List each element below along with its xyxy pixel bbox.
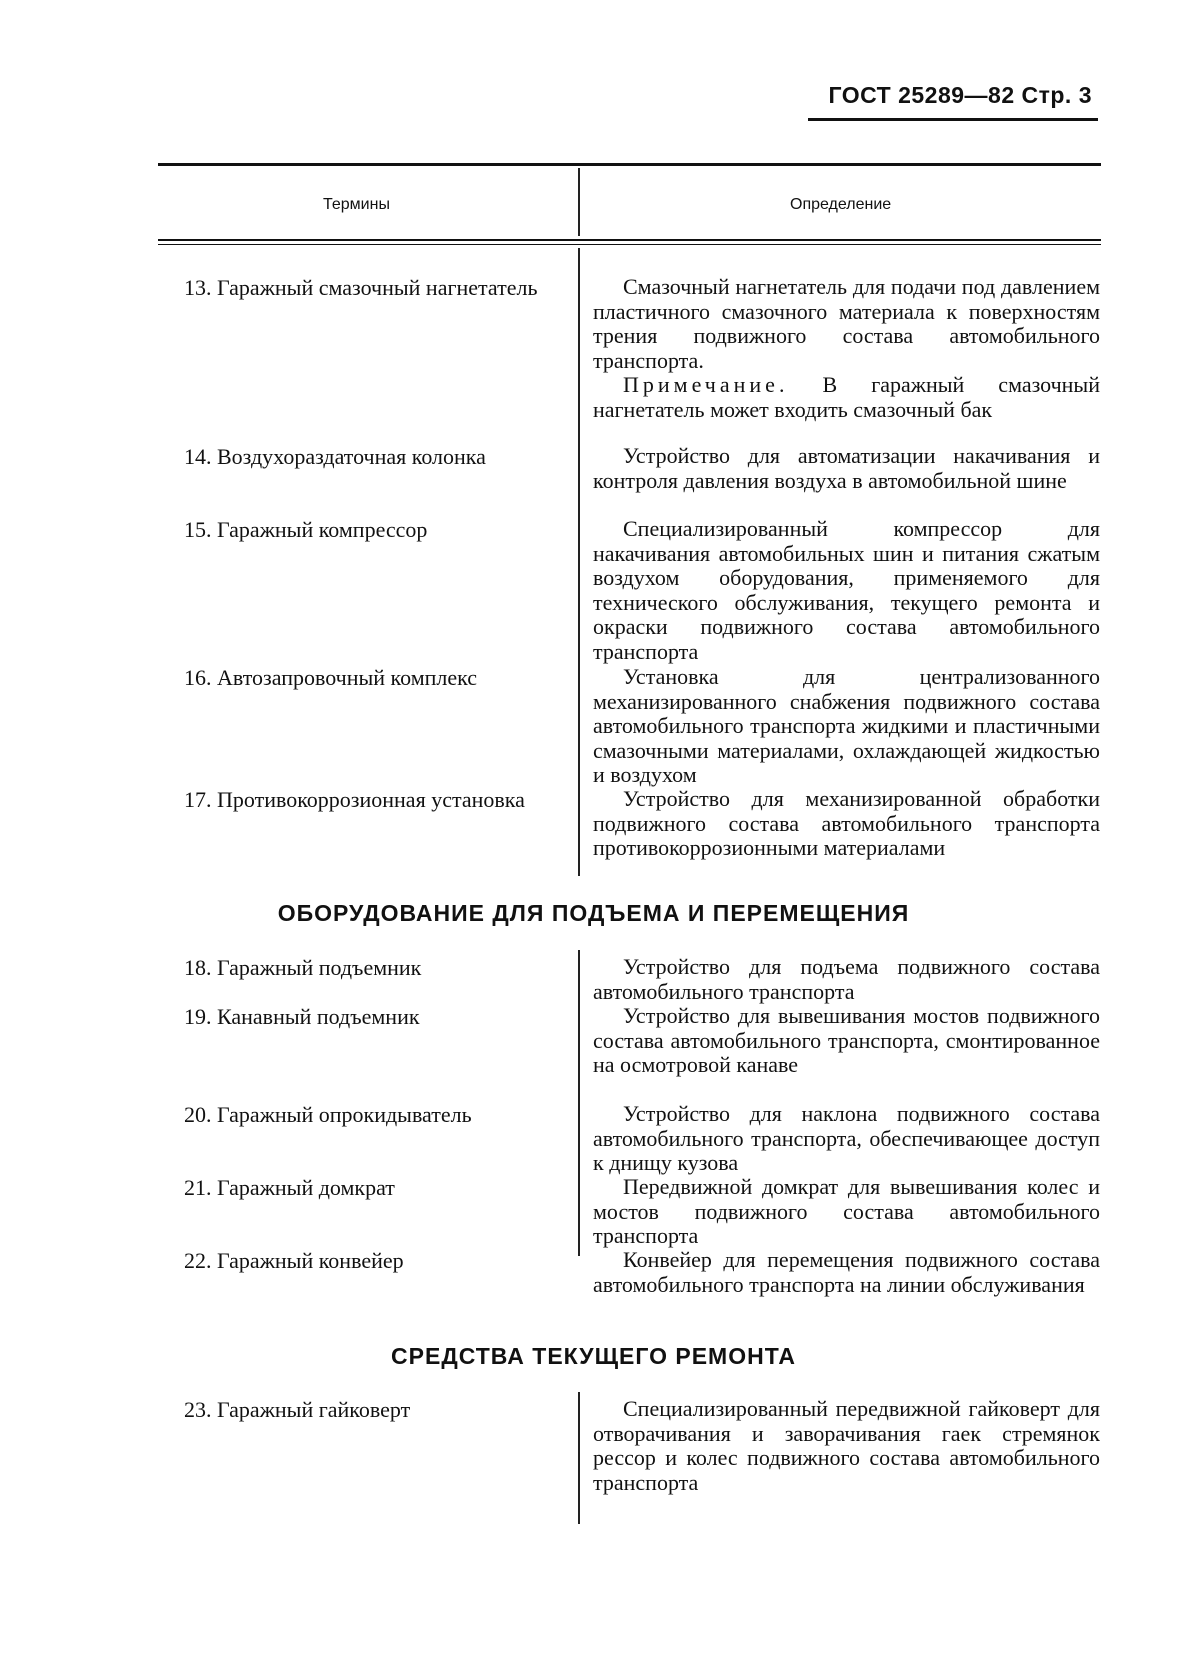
definition-cell: Специализированный передвижной гайковерт для отворачивания и заворачивания гаек стремянок рессор и колес подвижного состава автомобильного транспорта [593, 1396, 1100, 1495]
terms-column-header: Термины [323, 196, 390, 213]
definition-cell: Передвижной домкрат для вывешивания колес и мостов подвижного состава автомобильного транспорта [593, 1174, 1100, 1248]
definition-cell: Устройство для автоматизации накачивания и контроля давления воздуха в автомобильной шине [593, 443, 1100, 493]
definition-cell: Устройство для вывешивания мостов подвижного состава автомобильного транспорта, смонтированное на осмотровой канаве [593, 1003, 1100, 1077]
definition-cell: Устройство для наклона подвижного состава автомобильного транспорта, обеспечивающее доступ к днищу кузова [593, 1101, 1100, 1175]
term-cell: 20. Гаражный опрокидыватель [184, 1102, 472, 1127]
definition-column-header: Определение [790, 196, 892, 213]
section-heading-repair: СРЕДСТВА ТЕКУЩЕГО РЕМОНТА [391, 1343, 796, 1369]
term-cell: 17. Противокоррозионная установка [184, 787, 525, 812]
column-divider-3 [578, 1392, 580, 1524]
term-cell: 22. Гаражный конвейер [184, 1248, 404, 1273]
column-divider-header [578, 168, 580, 236]
term-cell: 13. Гаражный смазочный нагнетатель [184, 275, 538, 300]
term-cell: 21. Гаражный домкрат [184, 1175, 395, 1200]
note-label: Примечание. [623, 372, 789, 397]
definition-cell: Устройство для подъема подвижного состава автомобильного транспорта [593, 954, 1100, 1004]
page-header: ГОСТ 25289—82 Стр. 3 [828, 82, 1092, 108]
term-cell: 23. Гаражный гайковерт [184, 1397, 411, 1422]
section-heading-lifting: ОБОРУДОВАНИЕ ДЛЯ ПОДЪЕМА И ПЕРЕМЕЩЕНИЯ [277, 900, 910, 926]
definition-cell: Устройство для механизированной обработки подвижного состава автомобильного транспорта противокоррозионными материалами [593, 786, 1100, 860]
column-divider-1 [578, 248, 580, 876]
term-cell: 18. Гаражный подъемник [184, 955, 422, 980]
definition-cell: Специализированный компрессор для накачивания автомобильных шин и питания сжатым воздухом оборудования, применяемого для технического обслуживания, текущего ремонта и окраски подвижного состава автомобильного транспорта [593, 516, 1100, 664]
table-header-rule-2 [158, 244, 1101, 245]
term-cell: 15. Гаражный компрессор [184, 517, 428, 542]
definition-cell: Установка для централизованного механизированного снабжения подвижного состава автомобильного транспорта жидкими и пластичными смазочными материалами, охлаждающей жидкостью и воздухом [593, 664, 1100, 787]
table-header-rule [158, 239, 1101, 241]
column-divider-2 [578, 950, 580, 1256]
definition-cell: Конвейер для перемещения подвижного состава автомобильного транспорта на линии обслуживания [593, 1247, 1100, 1297]
table-top-rule [158, 163, 1101, 166]
header-rule [808, 118, 1098, 121]
definition-cell: Смазочный нагнетатель для подачи под давлением пластичного смазочного материала к поверхностям трения подвижного состава автомобильного транспорта. Примечание. В гаражный смазочный нагнетатель может входить смазочный бак [593, 274, 1100, 422]
term-cell: 14. Воздухораздаточная колонка [184, 444, 486, 469]
term-cell: 19. Канавный подъемник [184, 1004, 420, 1029]
term-cell: 16. Автозапровочный комплекс [184, 665, 478, 690]
